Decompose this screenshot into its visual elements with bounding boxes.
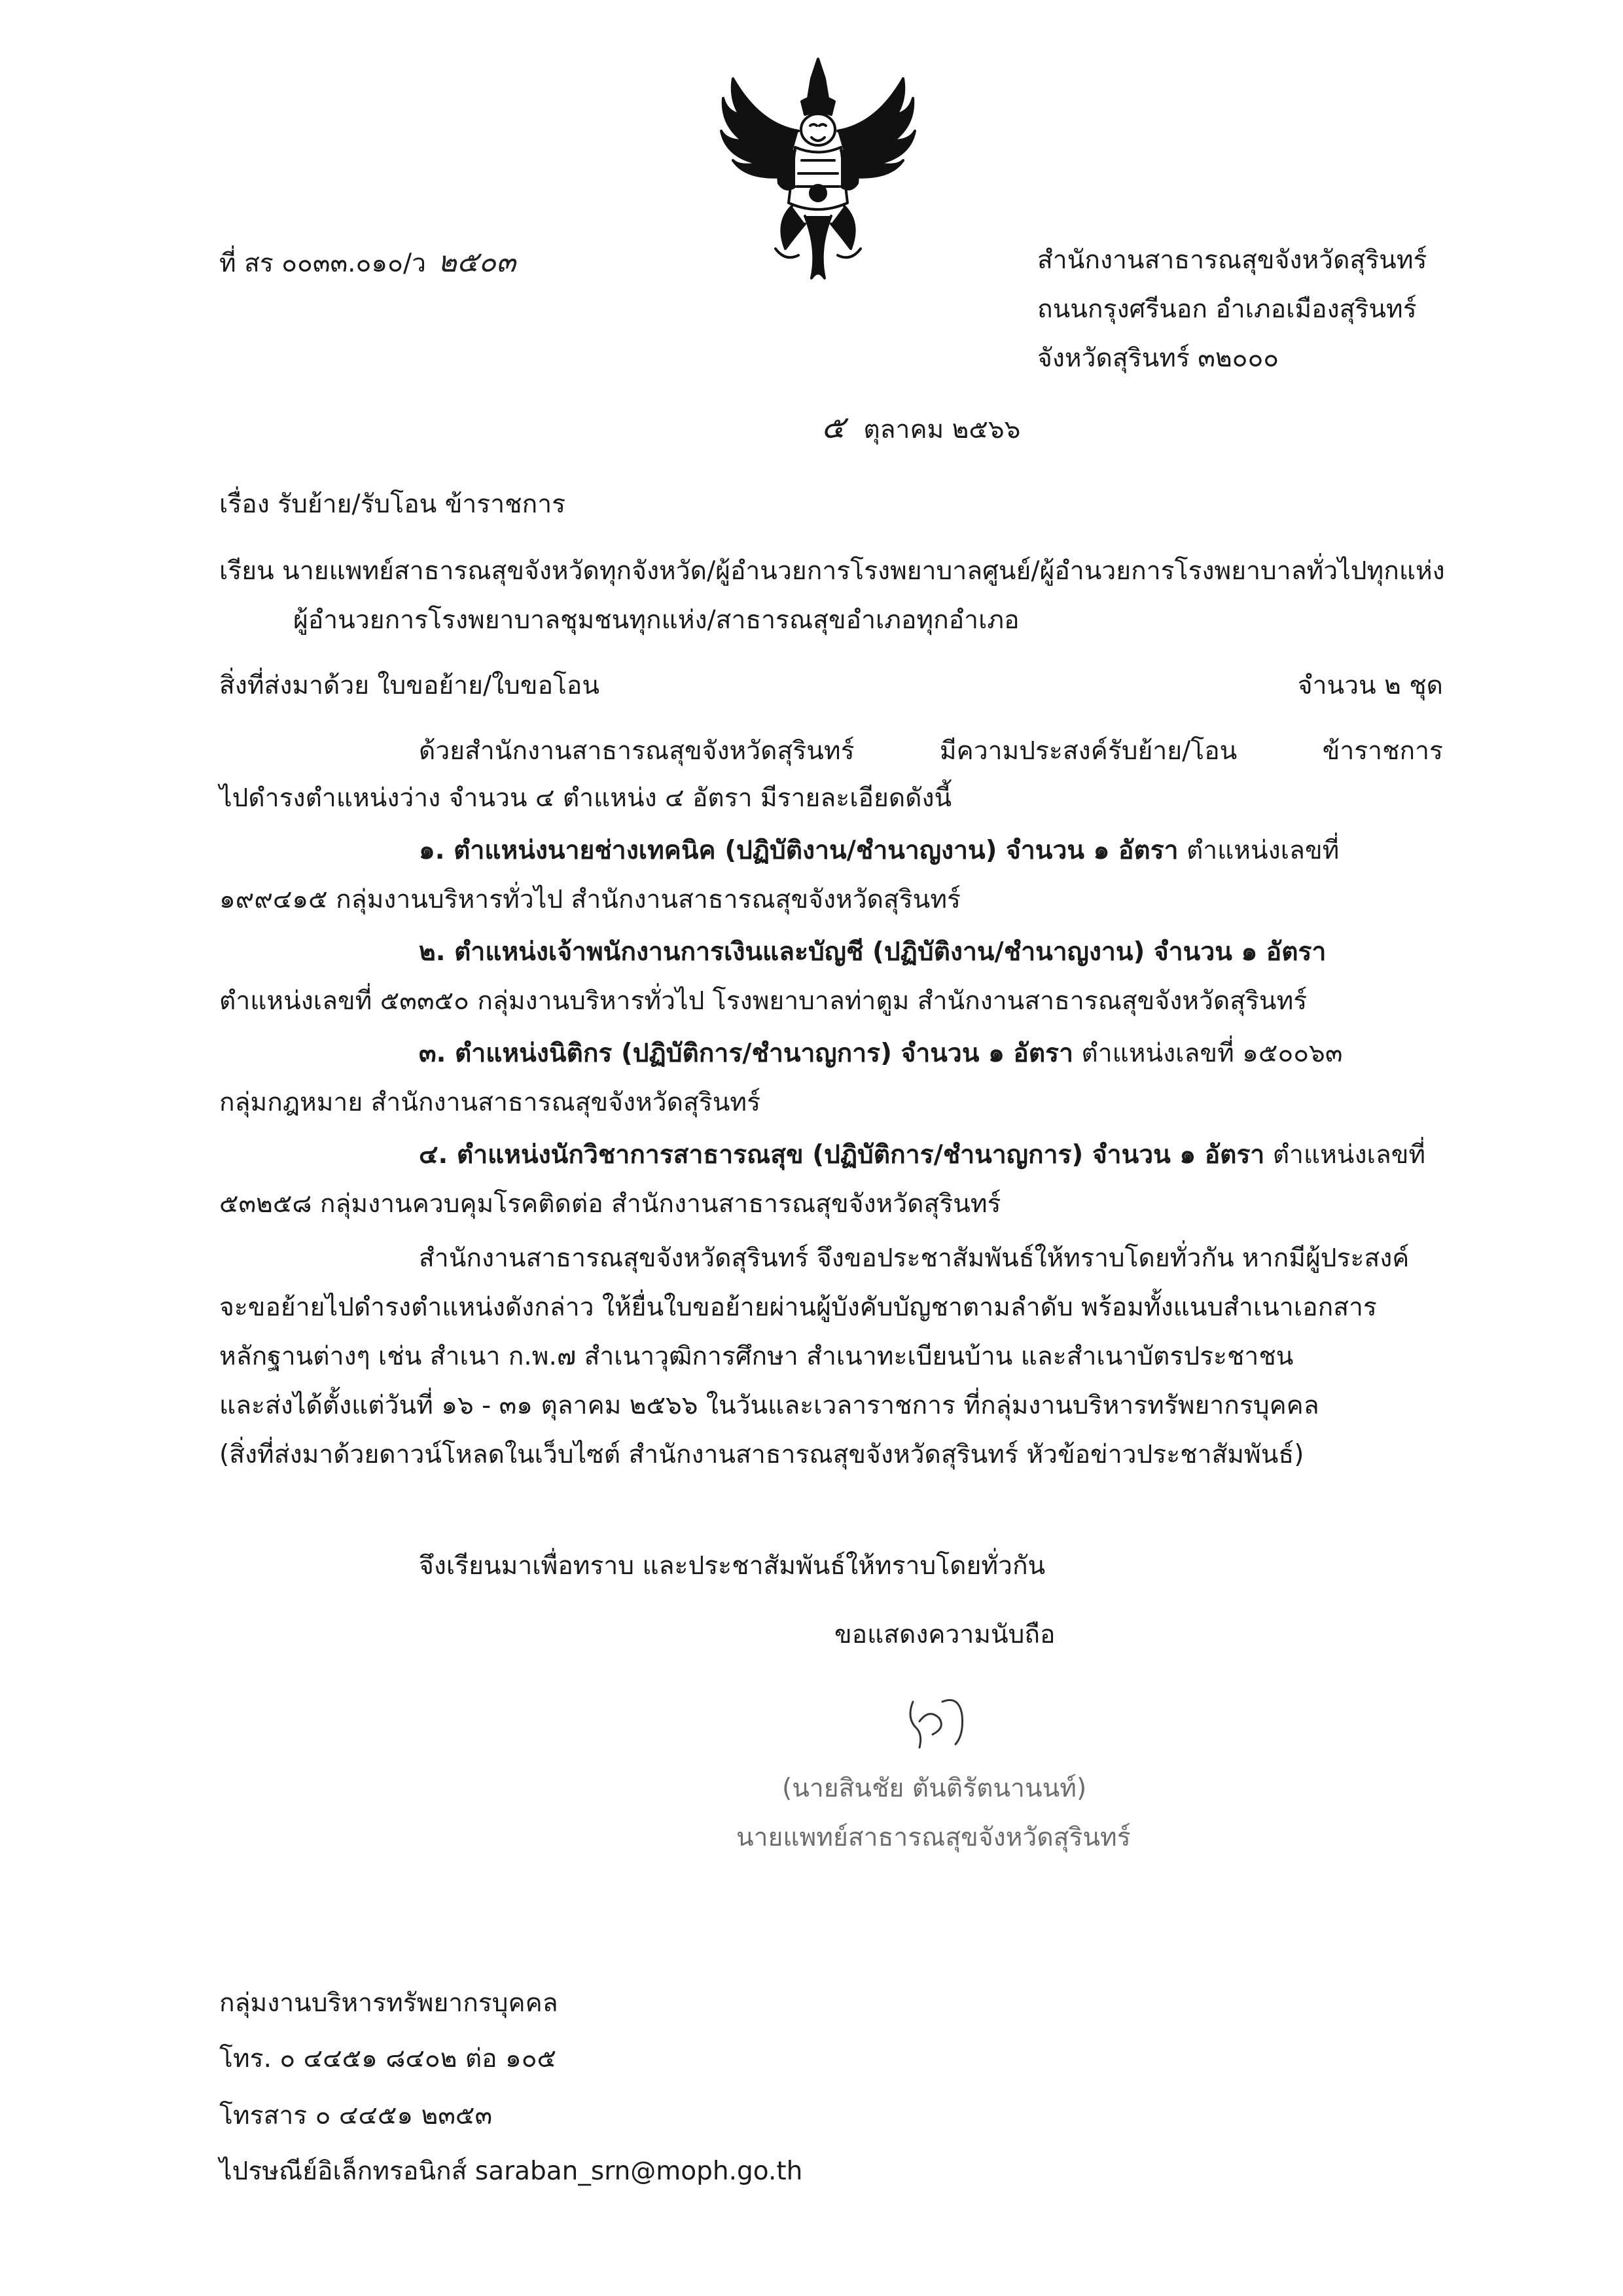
body-intro-line: ไปดำรงตำแหน่งว่าง จำนวน ๔ ตำแหน่ง ๔ อัตรา มีรายละเอียดดังนี้ [219, 783, 952, 813]
position-item-detail: กลุ่มกฎหมาย สำนักงานสาธารณสุขจังหวัดสุรินทร์ [219, 1088, 761, 1117]
body-paragraph-line: และส่งได้ตั้งแต่วันที่ ๑๖ - ๓๑ ตุลาคม ๒๕๖๖ ในวันและเวลาราชการ ที่กลุ่มงานบริหารทรัพยากรบุคคล [219, 1391, 1319, 1420]
footer-email: ไปรษณีย์อิเล็กทรอนิกส์ saraban_srn@moph.go.th [219, 2157, 803, 2186]
position-item-rest: ตำแหน่งเลขที่ [1178, 836, 1340, 865]
position-item [419, 937, 1443, 968]
sender-address-line: จังหวัดสุรินทร์ ๓๒๐๐๐ [1037, 344, 1279, 373]
body-paragraph-line: หลักฐานต่างๆ เช่น สำเนา ก.พ.๗ สำเนาวุฒิการศึกษา สำเนาทะเบียนบ้าน และสำเนาบัตรประชาชน [219, 1342, 1294, 1371]
enclosure-count: จำนวน ๒ ชุด [1297, 671, 1443, 700]
position-item-title: ๔. ตำแหน่งนักวิชาการสาธารณสุข (ปฏิบัติการ/ชำนาญการ) จำนวน ๑ อัตรา [419, 1140, 1265, 1170]
position-item-title: ๒. ตำแหน่งเจ้าพนักงานการเงินและบัญชี (ปฏิบัติงาน/ชำนาญงาน) จำนวน ๑ อัตรา [419, 937, 1327, 967]
position-item [419, 1039, 1443, 1069]
sender-address-line: ถนนกรุงศรีนอก อำเภอเมืองสุรินทร์ [1037, 295, 1417, 324]
body-paragraph-line: (สิ่งที่ส่งมาด้วยดาวน์โหลดในเว็บไซต์ สำนักงานสาธารณสุขจังหวัดสุรินทร์ หัวข้อข่าวประชาสัมพันธ์) [219, 1440, 1304, 1469]
letter-date [821, 409, 1020, 447]
date-month-year: ตุลาคม ๒๕๖๖ [863, 415, 1021, 444]
position-item [419, 1140, 1443, 1171]
footer-phone: โทร. ๐ ๔๔๕๑ ๘๔๐๒ ต่อ ๑๐๕ [219, 2044, 557, 2073]
recipient-line: ผู้อำนวยการโรงพยาบาลชุมชนทุกแห่ง/สาธารณสุขอำเภอทุกอำเภอ [293, 605, 1020, 635]
closing-salutation: ขอแสดงความนับถือ [834, 1620, 1056, 1649]
handwritten-signature [893, 1682, 985, 1761]
position-item-detail: ๑๙๙๔๑๕ กลุ่มงานบริหารทั่วไป สำนักงานสาธารณสุขจังหวัดสุรินทร์ [219, 885, 961, 914]
garuda-emblem-icon [713, 52, 923, 288]
body-paragraph-line: จะขอย้ายไปดำรงตำแหน่งดังกล่าว ให้ยื่นใบขอย้ายผ่านผู้บังคับบัญชาตามลำดับ พร้อมทั้งแนบสำเนาเอกสาร [219, 1293, 1377, 1322]
sender-address-line: สำนักงานสาธารณสุขจังหวัดสุรินทร์ [1037, 245, 1427, 275]
position-item-rest: ตำแหน่งเลขที่ [1264, 1140, 1426, 1170]
signer-name: (นายสินชัย ตันติรัตนานนท์) [782, 1774, 1087, 1803]
signer-title: นายแพทย์สาธารณสุขจังหวัดสุรินทร์ [736, 1823, 1131, 1852]
position-item-title: ๓. ตำแหน่งนิติกร (ปฏิบัติการ/ชำนาญการ) จำนวน ๑ อัตรา [419, 1039, 1074, 1068]
reference-handwritten-number: ๒๕๐๓ [437, 245, 516, 279]
position-item-detail: ๕๓๒๕๘ กลุ่มงานควบคุมโรคติดต่อ สำนักงานสาธารณสุขจังหวัดสุรินทร์ [219, 1189, 1001, 1219]
subject-line: เรื่อง รับย้าย/รับโอน ข้าราชการ [219, 490, 566, 519]
body-paragraph-line: สำนักงานสาธารณสุขจังหวัดสุรินทร์ จึงขอประชาสัมพันธ์ให้ทราบโดยทั่วกัน หากมีผู้ประสงค์ [419, 1244, 1410, 1273]
position-item-detail: ตำแหน่งเลขที่ ๕๓๓๕๐ กลุ่มงานบริหารทั่วไป โรงพยาบาลท่าตูม สำนักงานสาธารณสุขจังหวัดสุรินทร์ [219, 986, 1308, 1016]
enclosure-label: สิ่งที่ส่งมาด้วย ใบขอย้าย/ใบขอโอน [219, 671, 600, 700]
reference-prefix: ที่ สร ๐๐๓๓.๐๑๐/ว [219, 249, 426, 278]
closing-request: จึงเรียนมาเพื่อทราบ และประชาสัมพันธ์ให้ทราบโดยทั่วกัน [419, 1551, 1046, 1581]
reference-number [219, 245, 516, 280]
recipient-line: เรียน นายแพทย์สาธารณสุขจังหวัดทุกจังหวัด/ผู้อำนวยการโรงพยาบาลศูนย์/ผู้อำนวยการโรงพยาบาลทั่วไปทุกแห่ง [219, 556, 1445, 586]
position-item [419, 836, 1443, 867]
date-day-handwritten: ๕ [821, 409, 846, 446]
position-item-rest: ตำแหน่งเลขที่ ๑๕๐๐๖๓ [1073, 1039, 1343, 1068]
footer-fax: โทรสาร ๐ ๔๔๕๑ ๒๓๕๓ [219, 2101, 493, 2130]
body-intro-line: ด้วยสำนักงานสาธารณสุขจังหวัดสุรินทร์ มีความประสงค์รับย้าย/โอน ข้าราชการ [419, 736, 1443, 766]
position-item-title: ๑. ตำแหน่งนายช่างเทคนิค (ปฏิบัติงาน/ชำนาญงาน) จำนวน ๑ อัตรา [419, 836, 1179, 865]
footer-department: กลุ่มงานบริหารทรัพยากรบุคคล [219, 1988, 558, 2018]
